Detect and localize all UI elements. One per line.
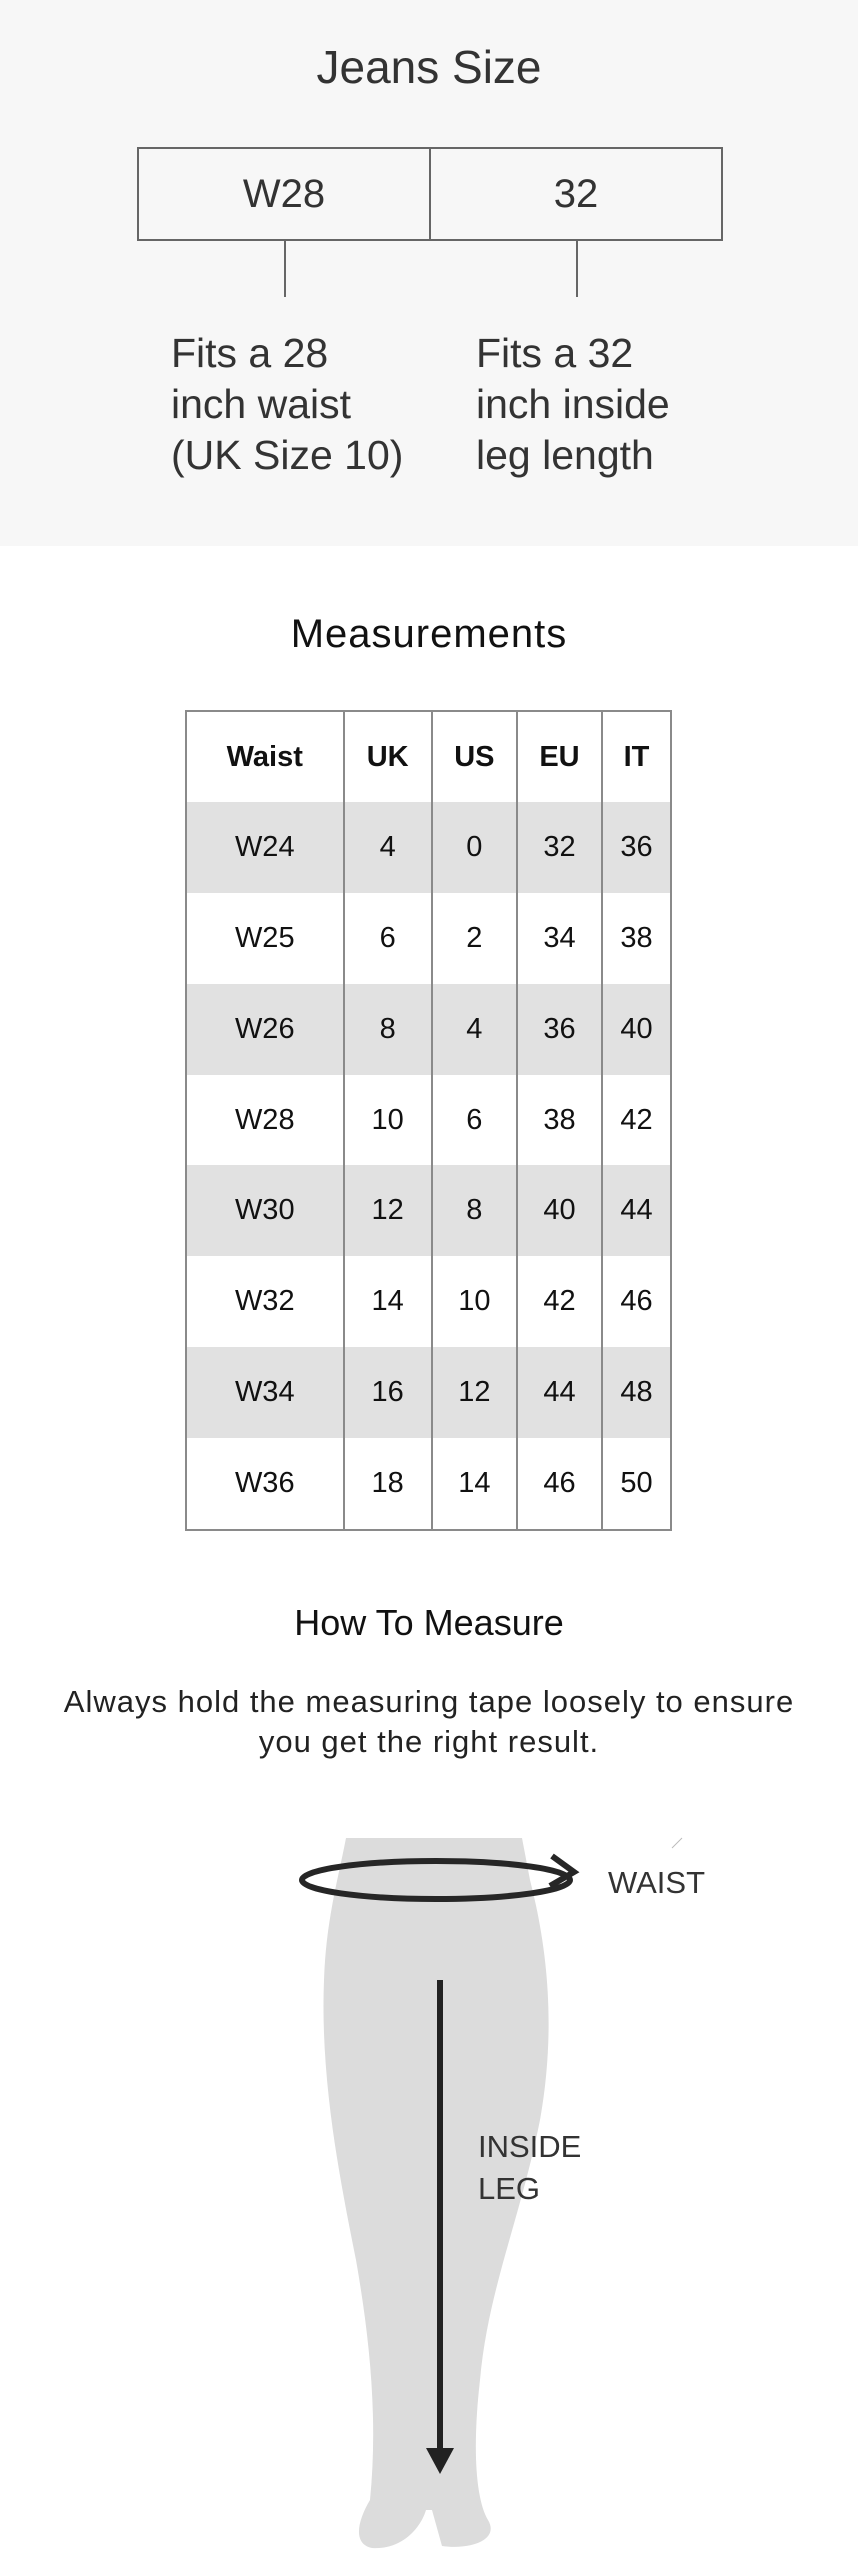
table-cell: W25 bbox=[186, 893, 344, 984]
table-cell: 46 bbox=[517, 1438, 602, 1530]
table-row bbox=[186, 1347, 671, 1438]
header-eu: EU bbox=[517, 711, 602, 802]
header-waist: Waist bbox=[186, 711, 344, 802]
table-header-row bbox=[186, 711, 671, 802]
table-cell: 42 bbox=[517, 1256, 602, 1347]
table-cell: W26 bbox=[186, 984, 344, 1075]
table-cell: W28 bbox=[186, 1075, 344, 1166]
leg-description: Fits a 32 inch inside leg length bbox=[476, 330, 670, 478]
table-cell: 6 bbox=[432, 1075, 517, 1166]
waist-pointer-line bbox=[284, 241, 286, 297]
table-cell: 38 bbox=[517, 1075, 602, 1166]
table-row bbox=[186, 1438, 671, 1530]
measurements-title: Measurements bbox=[290, 612, 568, 656]
table-cell: 42 bbox=[602, 1075, 671, 1166]
table-cell: 14 bbox=[432, 1438, 517, 1530]
table-cell: 40 bbox=[517, 1165, 602, 1256]
table-cell: 34 bbox=[517, 893, 602, 984]
legs-diagram bbox=[0, 1820, 858, 2560]
body-measure-illustration bbox=[0, 1820, 858, 2560]
table-cell: 40 bbox=[602, 984, 671, 1075]
how-to-measure-title: How To Measure bbox=[294, 1602, 564, 1643]
table-row bbox=[186, 1075, 671, 1166]
how-to-measure-text: Always hold the measuring tape loosely to ensure you get the right result. bbox=[63, 1684, 795, 1759]
table-cell: 50 bbox=[602, 1438, 671, 1530]
jeans-size-section bbox=[0, 0, 858, 546]
table-cell: 48 bbox=[602, 1347, 671, 1438]
header-it: IT bbox=[602, 711, 671, 802]
table-cell: 16 bbox=[344, 1347, 432, 1438]
leg-code: 32 bbox=[429, 149, 721, 239]
table-cell: 44 bbox=[602, 1165, 671, 1256]
table-row bbox=[186, 893, 671, 984]
table-cell: 4 bbox=[344, 802, 432, 893]
table-cell: 46 bbox=[602, 1256, 671, 1347]
table-cell: 10 bbox=[344, 1075, 432, 1166]
waist-label: WAIST bbox=[608, 1865, 706, 1900]
table-cell: 8 bbox=[432, 1165, 517, 1256]
measurements-table bbox=[185, 710, 672, 1531]
table-row bbox=[186, 802, 671, 893]
table-cell: 12 bbox=[344, 1165, 432, 1256]
table-row bbox=[186, 984, 671, 1075]
table-cell: 36 bbox=[517, 984, 602, 1075]
table-cell: 12 bbox=[432, 1347, 517, 1438]
waist-code: W28 bbox=[242, 171, 326, 216]
inside-leg-label: INSIDE LEG bbox=[478, 2129, 582, 2206]
table-cell: 8 bbox=[344, 984, 432, 1075]
header-us: US bbox=[432, 711, 517, 802]
leg-pointer-line bbox=[576, 241, 578, 297]
table-cell: 6 bbox=[344, 893, 432, 984]
table-cell: W34 bbox=[186, 1347, 344, 1438]
table-cell: W36 bbox=[186, 1438, 344, 1530]
table-row bbox=[186, 1256, 671, 1347]
jeans-size-title: Jeans Size bbox=[316, 41, 542, 93]
table-cell: 44 bbox=[517, 1347, 602, 1438]
table-cell: W24 bbox=[186, 802, 344, 893]
table-cell: 32 bbox=[517, 802, 602, 893]
table-cell: 36 bbox=[602, 802, 671, 893]
waist-description: Fits a 28 inch waist (UK Size 10) bbox=[171, 330, 404, 478]
header-uk: UK bbox=[344, 711, 432, 802]
table-cell: W32 bbox=[186, 1256, 344, 1347]
table-cell: 38 bbox=[602, 893, 671, 984]
table-cell: 14 bbox=[344, 1256, 432, 1347]
table-cell: 0 bbox=[432, 802, 517, 893]
table-cell: 10 bbox=[432, 1256, 517, 1347]
table-row bbox=[186, 1165, 671, 1256]
table-cell: 4 bbox=[432, 984, 517, 1075]
table-cell: W30 bbox=[186, 1165, 344, 1256]
size-code-box bbox=[137, 147, 723, 241]
table-cell: 2 bbox=[432, 893, 517, 984]
table-cell: 18 bbox=[344, 1438, 432, 1530]
